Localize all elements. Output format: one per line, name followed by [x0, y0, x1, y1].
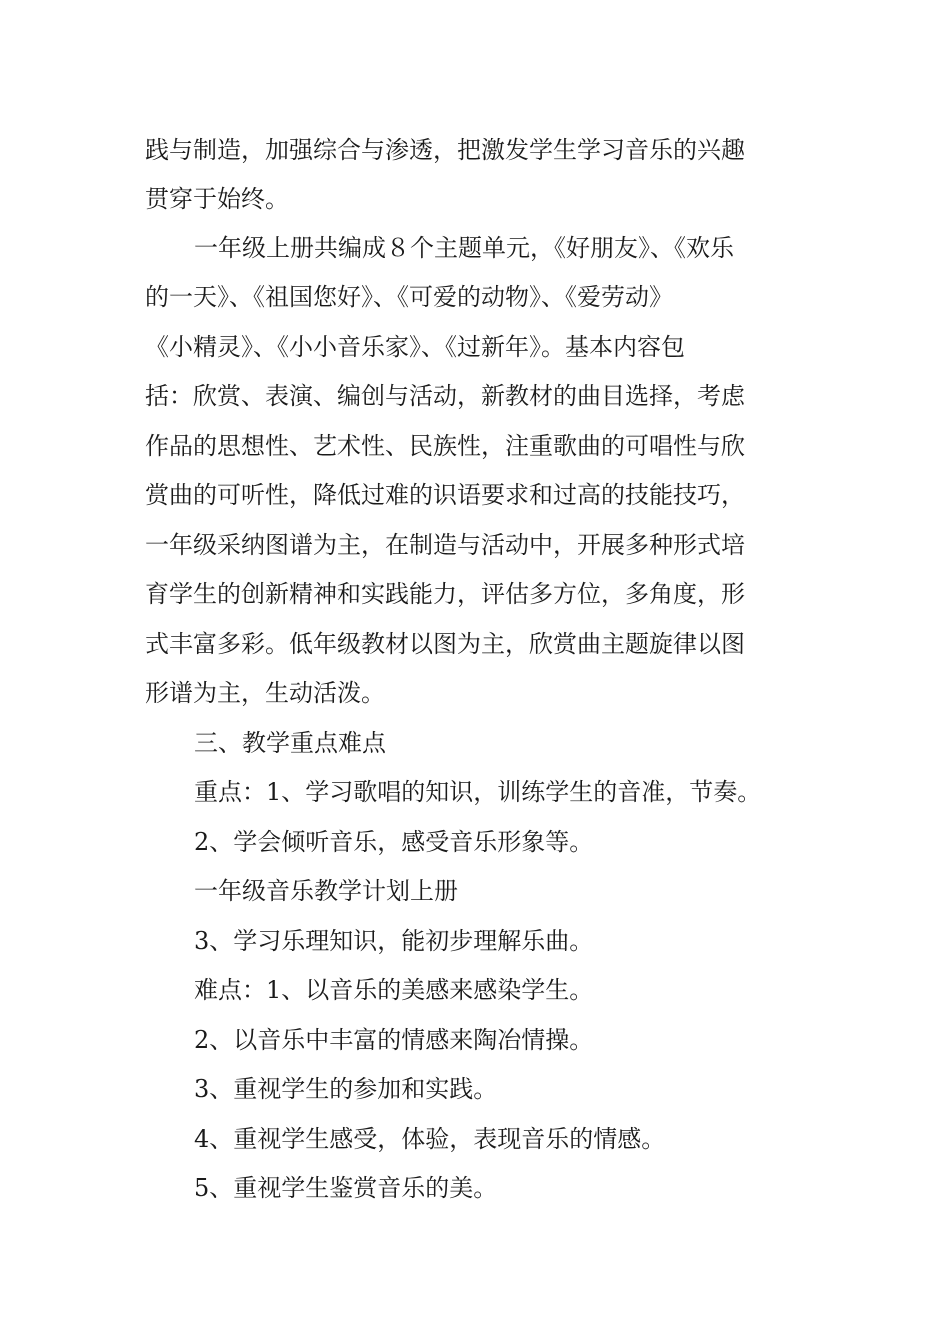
- paragraph-line: 3、学习乐理知识，能初步理解乐曲。: [194, 927, 594, 955]
- paragraph-line: 2、以音乐中丰富的情感来陶冶情操。: [194, 1026, 594, 1054]
- paragraph-line: 践与制造，加强综合与渗透，把激发学生学习音乐的兴趣: [145, 136, 745, 164]
- paragraph-line: 一年级音乐教学计划上册: [194, 877, 458, 905]
- paragraph-line: 赏曲的可听性，降低过难的识语要求和过高的技能技巧，: [145, 481, 745, 509]
- paragraph-line: 一年级采纳图谱为主，在制造与活动中，开展多种形式培: [145, 531, 745, 559]
- section-heading: 三、教学重点难点: [194, 729, 386, 757]
- paragraph-line: 贯穿于始终。: [145, 185, 289, 213]
- paragraph-line: 作品的思想性、艺术性、民族性，注重歌曲的可唱性与欣: [145, 432, 745, 460]
- paragraph-line: 3、重视学生的参加和实践。: [194, 1075, 498, 1103]
- paragraph-line: 式丰富多彩。低年级教材以图为主，欣赏曲主题旋律以图: [145, 630, 745, 658]
- paragraph-line: 5、重视学生鉴赏音乐的美。: [194, 1174, 498, 1202]
- paragraph-line: 括：欣赏、表演、编创与活动，新教材的曲目选择，考虑: [145, 382, 745, 410]
- paragraph-line: 重点：1、学习歌唱的知识，训练学生的音准，节奏。: [194, 778, 762, 806]
- paragraph-line: 一年级上册共编成８个主题单元，《好朋友》、《欢乐: [194, 234, 734, 262]
- paragraph-line: 《小精灵》、《小小音乐家》、《过新年》。基本内容包: [145, 333, 685, 361]
- paragraph-line: 难点：1、以音乐的美感来感染学生。: [194, 976, 594, 1004]
- paragraph-line: 2、学会倾听音乐，感受音乐形象等。: [194, 828, 594, 856]
- paragraph-line: 4、重视学生感受，体验，表现音乐的情感。: [194, 1125, 666, 1153]
- paragraph-line: 形谱为主，生动活泼。: [145, 679, 385, 707]
- paragraph-line: 育学生的创新精神和实践能力，评估多方位，多角度，形: [145, 580, 745, 608]
- paragraph-line: 的一天》、《祖国您好》、《可爱的动物》、《爱劳动》: [145, 283, 673, 311]
